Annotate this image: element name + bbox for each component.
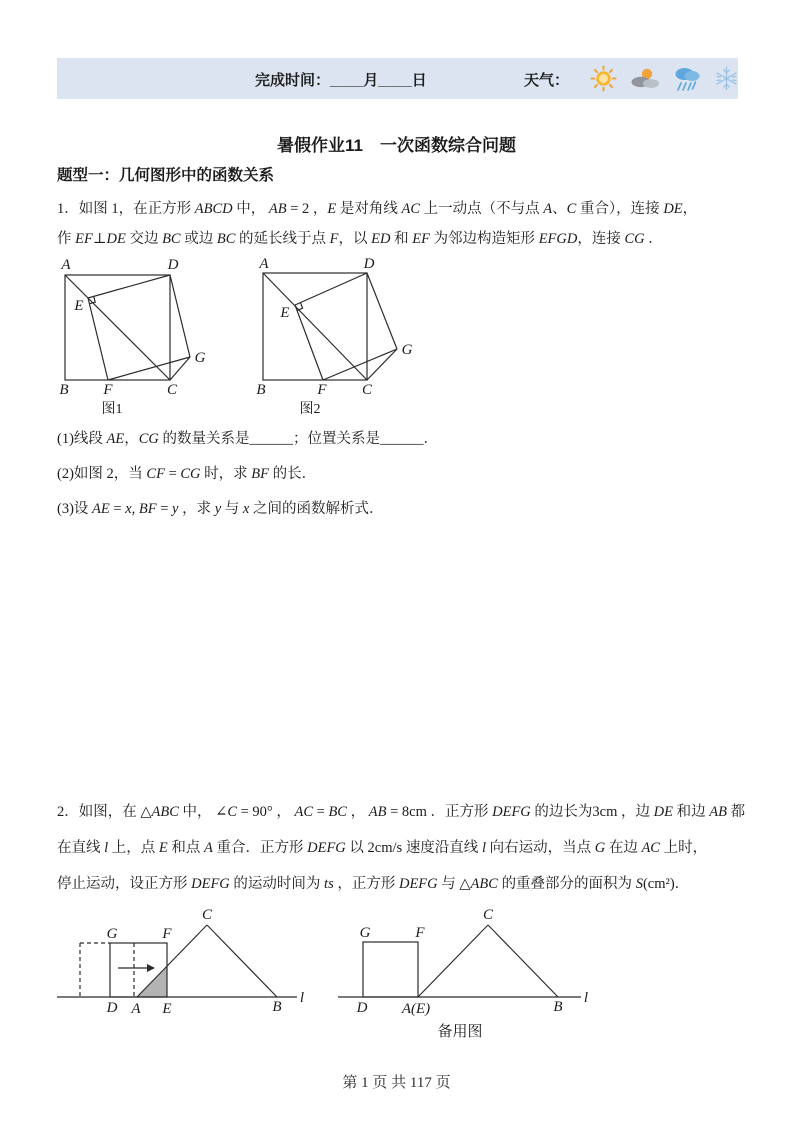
subquestion-3: (3)设 AE = x, BF = y ，求 y 与 x 之间的函数解析式． — [57, 501, 384, 517]
page-title: 暑假作业11 一次函数综合问题 — [277, 136, 516, 155]
completion-time-label: 完成时间：____月____日 — [255, 72, 427, 89]
fig3-label-F: F — [162, 926, 172, 942]
fig2-label-G: G — [401, 342, 413, 358]
figure-4 — [338, 905, 598, 1040]
fig3-label-G: G — [106, 926, 118, 942]
fig3-lines — [57, 925, 297, 997]
weather-icons — [590, 65, 739, 92]
fig4-label-B: B — [553, 999, 563, 1015]
fig3-label-A: A — [131, 1001, 141, 1017]
fig4-caption: 备用图 — [437, 1024, 483, 1040]
problem-1-line-2: 作 EF⊥DE 交边 BC 或边 BC 的延长线于点 F，以 ED 和 EF 为邻边构造矩形 EFGD，连接 CG ． — [57, 231, 663, 247]
problem-1-subquestions — [57, 422, 757, 527]
fig2-label-B: B — [256, 382, 266, 398]
subquestion-1: (1)线段 AE，CG 的数量关系是______；位置关系是______． — [57, 431, 439, 447]
fig2-label-D: D — [363, 256, 375, 272]
fig3-label-B: B — [272, 999, 282, 1015]
fig2-label-A: A — [259, 256, 269, 272]
figure-3 — [57, 905, 307, 1027]
section-heading: 题型一：几何图形中的函数关系 — [57, 167, 275, 184]
fig4-label-A-E: A(E) — [401, 1001, 431, 1017]
problem-1-text — [57, 194, 757, 254]
fig2-label-C: C — [361, 382, 373, 398]
weather-label: 天气： — [524, 72, 570, 89]
fig3-label-C: C — [201, 907, 213, 923]
fig4-lines — [338, 925, 581, 997]
problem-2-line-3: 停止运动，设正方形 DEFG 的运动时间为 ts ，正方形 DEFG 与 △ABC 的重叠部分的面积为 S(cm²)． — [57, 876, 690, 892]
fig1-label-A: A — [61, 257, 71, 273]
fig4-label-D: D — [356, 1000, 368, 1016]
fig2-label-F: F — [317, 382, 327, 398]
fig2-lines — [263, 273, 397, 380]
sun-icon — [590, 65, 617, 92]
problem-1-line-1: 1．如图 1，在正方形 ABCD 中， AB = 2 ，E 是对角线 AC 上一动点（不与点 A、C 重合），连接 DE， — [57, 201, 698, 217]
fig4-label-G: G — [359, 925, 371, 941]
fig1-label-B: B — [59, 382, 69, 398]
fig1-label-G: G — [194, 350, 206, 366]
fig3-label-line-l: l — [299, 990, 305, 1006]
subquestion-2: (2)如图 2，当 CF = CG 时，求 BF 的长． — [57, 466, 317, 482]
fig1-label-D: D — [167, 257, 179, 273]
fig1-label-C: C — [166, 382, 178, 398]
problem-2-text — [57, 794, 757, 902]
figure-1 — [55, 256, 255, 420]
fig3-arrow-right-icon — [147, 964, 155, 972]
page-number: 第 1 页 共 117 页 — [342, 1075, 451, 1091]
fig4-label-line-l: l — [583, 990, 589, 1006]
figure-2 — [255, 256, 465, 420]
fig1-label-F: F — [103, 382, 113, 398]
fig2-label-E: E — [280, 305, 290, 321]
fig4-label-C: C — [482, 907, 494, 923]
fig1-label-E: E — [74, 298, 84, 314]
fig4-label-F: F — [415, 925, 425, 941]
fig3-label-D: D — [106, 1000, 118, 1016]
fig3-label-E: E — [162, 1001, 172, 1017]
fig2-caption: 图2 — [299, 402, 321, 417]
fig1-lines — [65, 275, 190, 380]
problem-2-line-2: 在直线 l 上，点 E 和点 A 重合．正方形 DEFG 以 2cm/s 速度沿直线 l 向右运动，当点 G 在边 AC 上时， — [57, 840, 708, 856]
snow-icon — [714, 66, 739, 91]
rain-icon — [673, 65, 701, 93]
partly-cloudy-icon — [630, 66, 660, 92]
fig1-caption: 图1 — [101, 402, 123, 417]
problem-2-line-1: 2．如图，在 △ABC 中， ∠C = 90° ， AC = BC ， AB = 8cm ．正方形 DEFG 的边长为3cm ，边 DE 和边 AB 都 — [57, 804, 746, 820]
header-bar — [57, 58, 738, 99]
